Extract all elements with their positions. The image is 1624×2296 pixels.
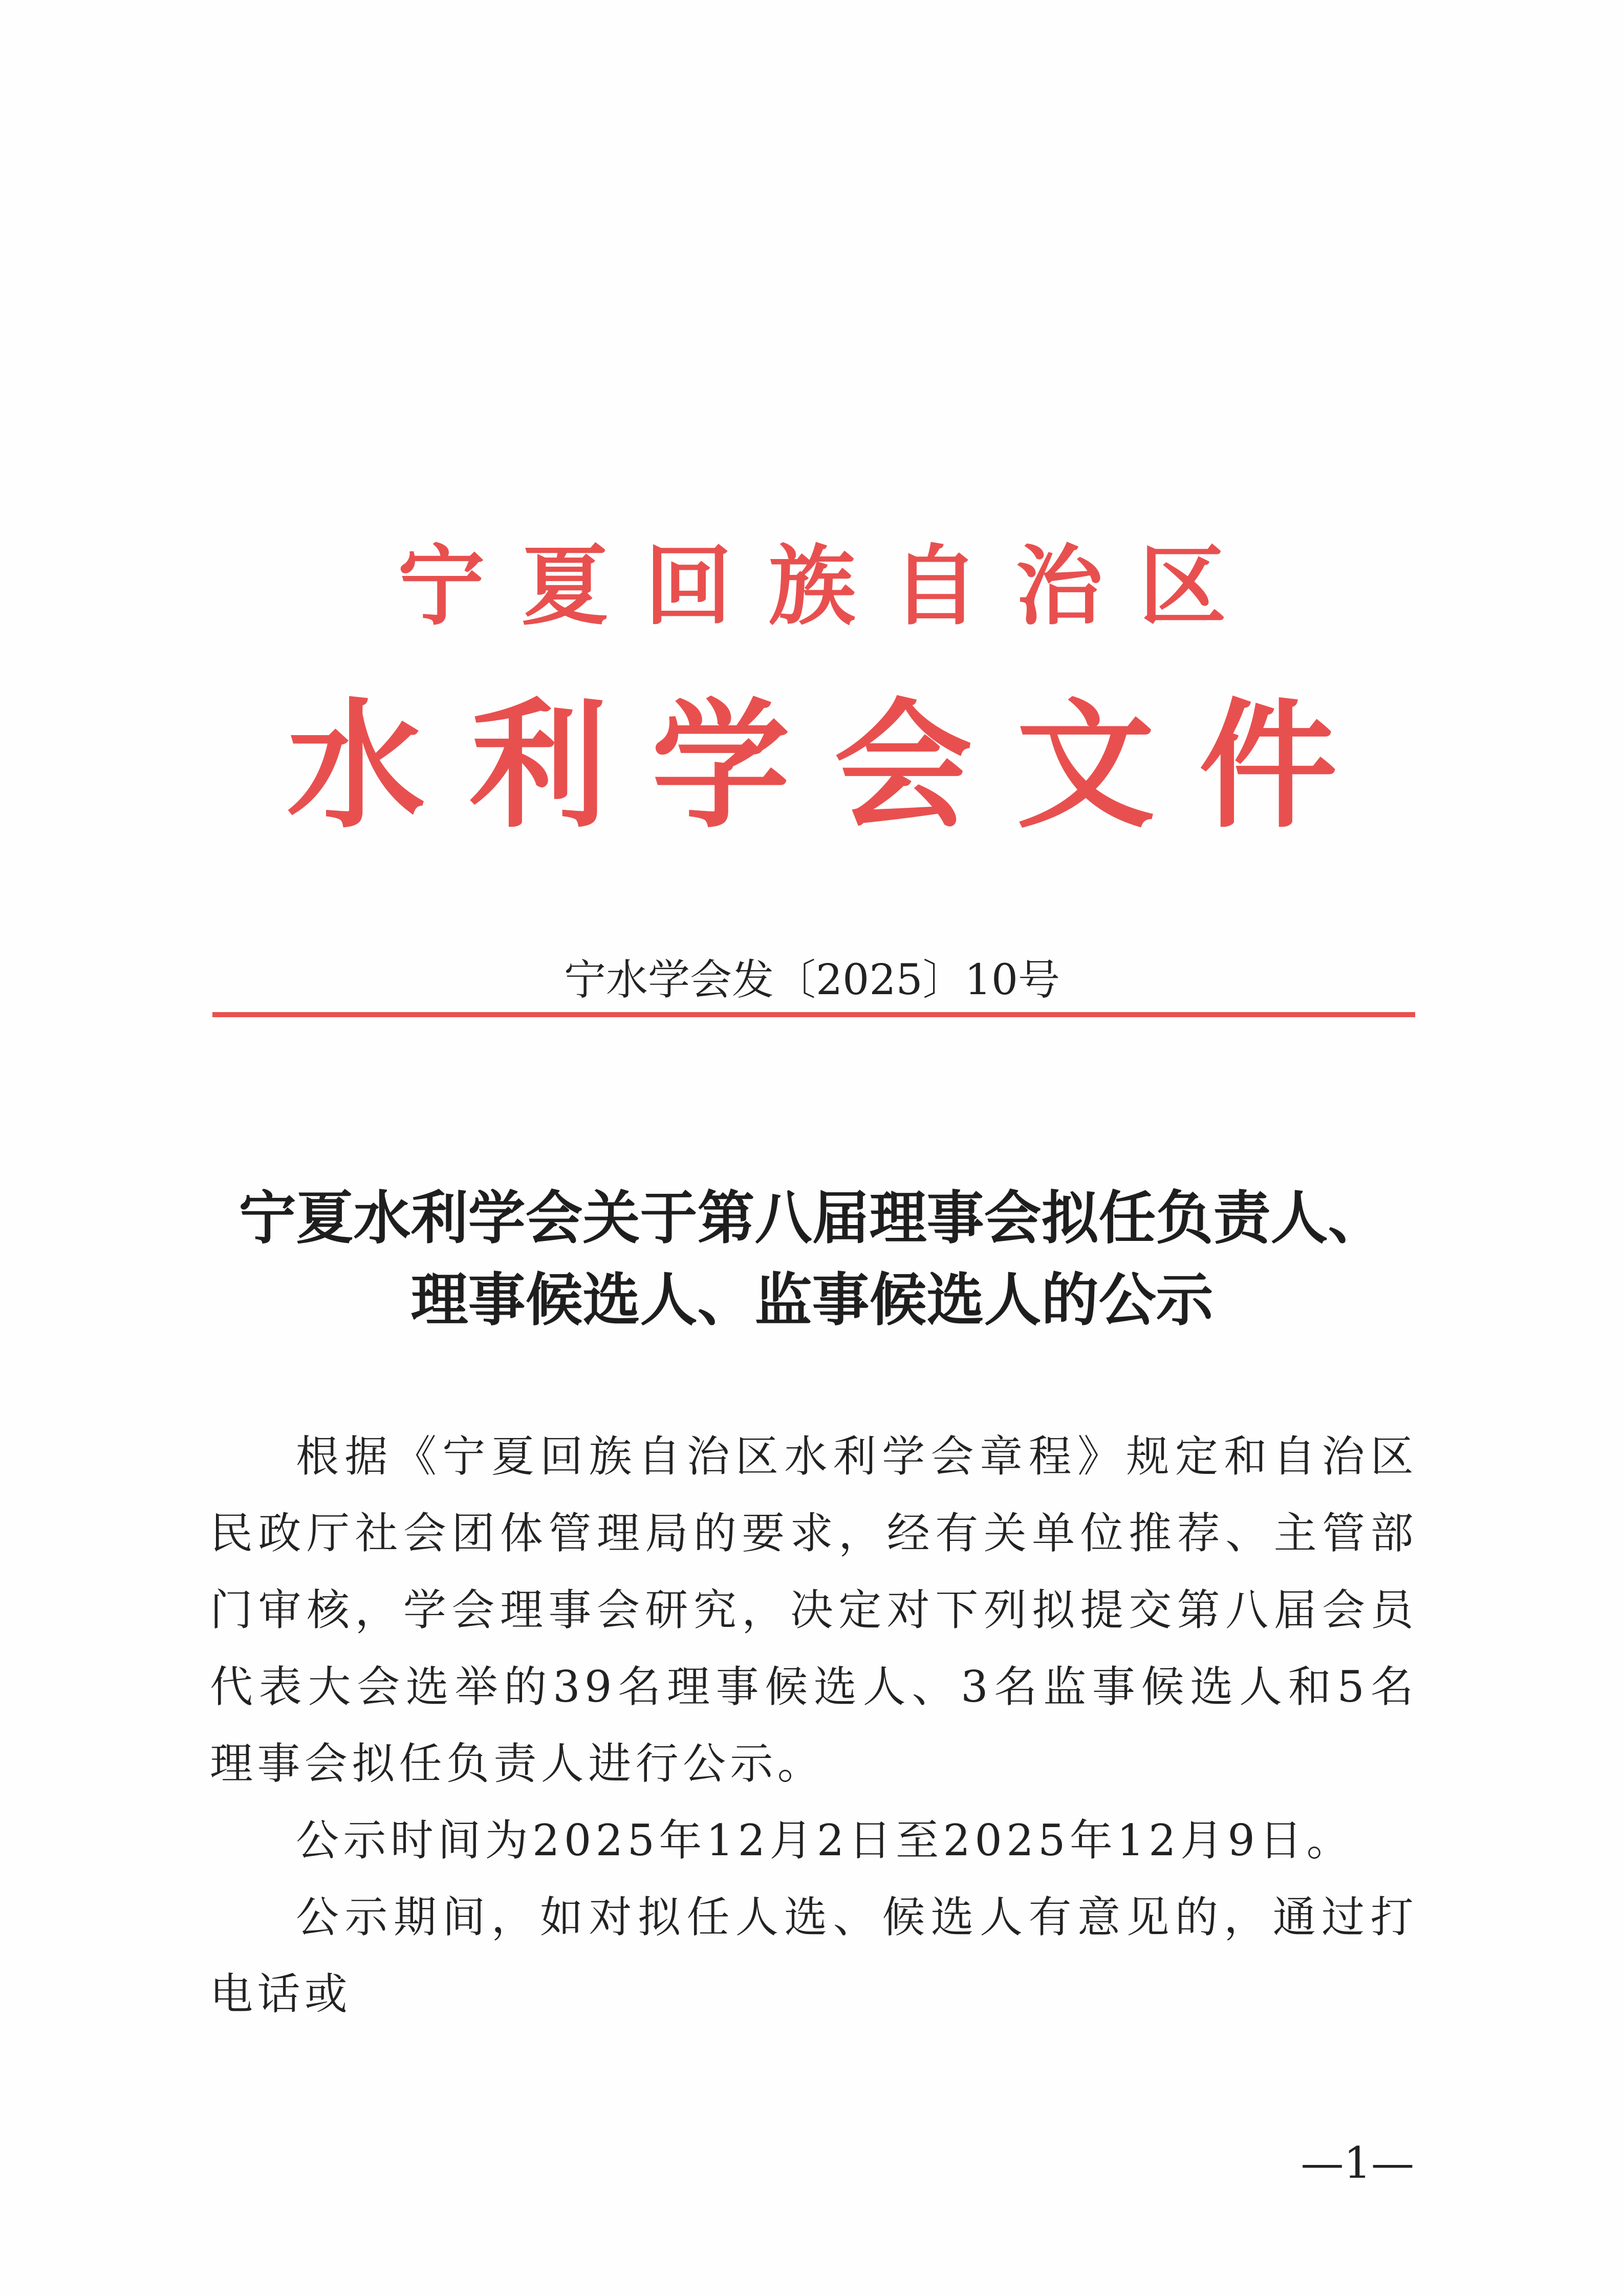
- org-header-line: 宁夏回族自治区: [398, 535, 1263, 637]
- notice-body: [210, 1418, 1418, 2032]
- body-paragraph-2: 公示时间为2025年12月2日至2025年12月9日。: [296, 1815, 1354, 1865]
- notice-title-line-2: 理事候选人、监事候选人的公示: [410, 1267, 1214, 1334]
- red-divider-line: [212, 1012, 1415, 1017]
- body-paragraph-1: 根据《宁夏回族自治区水利学会章程》规定和自治区民政厅社会团体管理局的要求，经有关单位推荐、主管部门审核，学会理事会研究，决定对下列拟提交第八届会员代表大会选举的39名理事候选人、3名监事候选人和5名理事会拟任负责人进行公示。: [210, 1431, 1418, 1789]
- notice-title-line-1: 宁夏水利学会关于第八届理事会拟任负责人、: [239, 1185, 1385, 1252]
- body-paragraph-3: 公示期间，如对拟任人选、候选人有意见的，通过打电话或: [210, 1892, 1418, 2019]
- page-number: —1—: [1301, 2138, 1414, 2188]
- doc-type-header-line: 水利学会文件: [287, 684, 1381, 847]
- document-number: 宁水学会发〔2025〕10号: [564, 956, 1060, 1004]
